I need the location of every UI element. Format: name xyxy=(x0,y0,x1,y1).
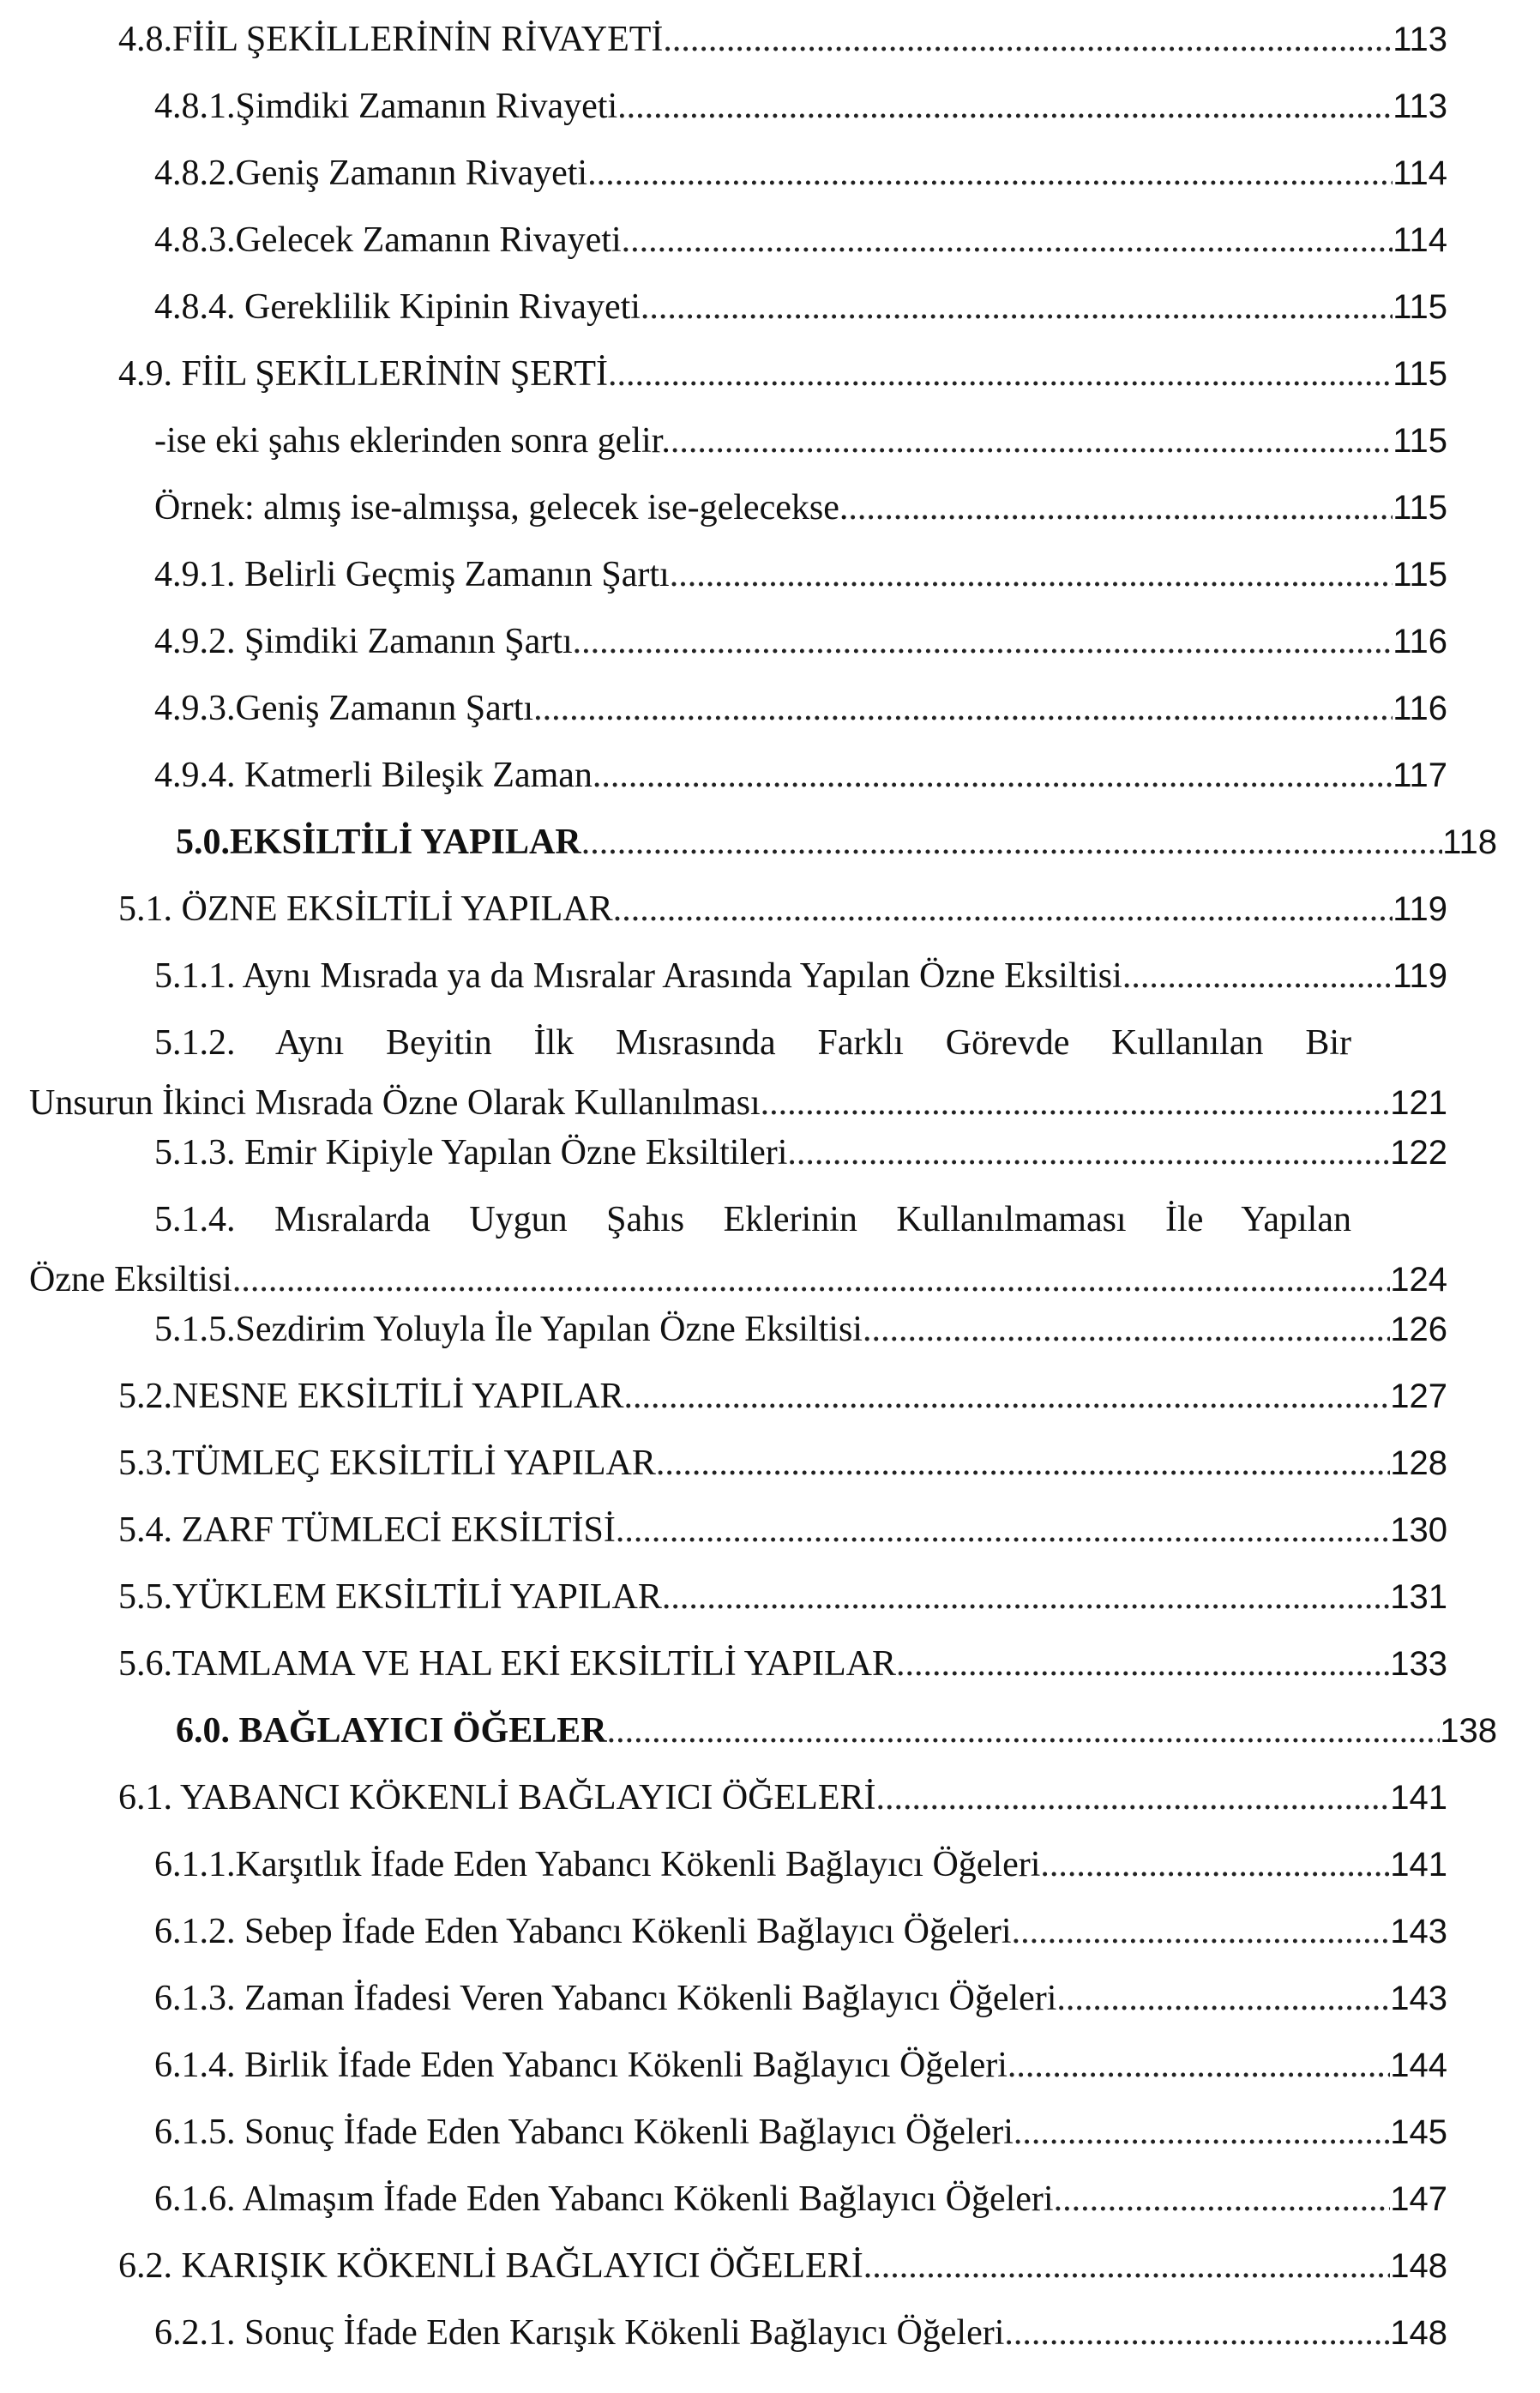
toc-entry[interactable] xyxy=(0,415,1540,467)
toc-entry[interactable] xyxy=(0,2240,1540,2292)
toc-entry-page: 113 xyxy=(1393,87,1447,125)
toc-entry-page: 115 xyxy=(1393,556,1447,594)
toc-entry[interactable] xyxy=(0,1438,1540,1489)
toc-entry-title: 6.1.5. Sonuç İfade Eden Yabancı Kökenli Bağlayıcı Öğeleri xyxy=(154,2113,1014,2152)
dot-leader xyxy=(587,148,1393,199)
dot-leader xyxy=(616,1504,1390,1556)
toc-entry[interactable] xyxy=(0,81,1540,132)
toc-entry-title: 6.1.3. Zaman İfadesi Veren Yabancı Kökenli Bağlayıcı Öğeleri xyxy=(154,1979,1057,2018)
toc-entry-page: 148 xyxy=(1390,2314,1447,2352)
toc-entry[interactable] xyxy=(0,348,1540,400)
toc-entry-title: 5.5.YÜKLEM EKSİLTİLİ YAPILAR xyxy=(118,1577,662,1617)
toc-entry-title: 4.8.4. Gereklilik Kipinin Rivayeti xyxy=(154,287,641,327)
toc-entry[interactable] xyxy=(0,683,1540,734)
toc-entry-page: 143 xyxy=(1390,1913,1447,1950)
dot-leader xyxy=(622,214,1393,266)
dot-leader xyxy=(761,1077,1391,1129)
dot-leader xyxy=(1012,1906,1391,1957)
toc-entry[interactable] xyxy=(0,750,1540,801)
toc-entry-title: 6.1.1.Karşıtlık İfade Eden Yabancı Kökenli Bağlayıcı Öğeleri xyxy=(154,1845,1041,1884)
toc-entry-title-line2: Unsurun İkinci Mısrada Özne Olarak Kullanılması xyxy=(29,1083,761,1123)
dot-leader xyxy=(656,1438,1390,1489)
toc-entry[interactable] xyxy=(0,148,1540,199)
dot-leader xyxy=(863,2240,1391,2292)
toc-entry-page: 133 xyxy=(1390,1645,1447,1683)
toc-entry-page: 126 xyxy=(1390,1311,1447,1348)
toc-entry-page: 127 xyxy=(1390,1377,1447,1415)
toc-entry-page: 115 xyxy=(1393,489,1447,527)
toc-entry[interactable] xyxy=(0,1127,1540,1178)
toc-entry-page: 141 xyxy=(1390,1846,1447,1884)
toc-entry-page: 115 xyxy=(1393,355,1447,393)
toc-entry-page: 145 xyxy=(1390,2113,1447,2151)
toc-entry-title: 6.1.6. Almaşım İfade Eden Yabancı Kökenli Bağlayıcı Öğeleri xyxy=(154,2179,1054,2219)
toc-entry-title: 5.0.EKSİLTİLİ YAPILAR xyxy=(176,823,581,862)
dot-leader xyxy=(613,883,1393,935)
toc-entry[interactable] xyxy=(0,1571,1540,1623)
dot-leader xyxy=(1056,1973,1390,2024)
toc-entry-title: 4.8.1.Şimdiki Zamanın Rivayeti xyxy=(154,87,618,126)
dot-leader xyxy=(671,415,1393,467)
toc-entry-page: 119 xyxy=(1393,957,1447,995)
toc-entry-title: 4.8.FİİL ŞEKİLLERİNİN RİVAYETİ xyxy=(118,20,664,59)
dot-leader xyxy=(533,683,1393,734)
toc-entry-page: 138 xyxy=(1440,1712,1497,1750)
dot-leader xyxy=(848,482,1393,533)
toc-entry-title: 5.6.TAMLAMA VE HAL EKİ EKSİLTİLİ YAPILAR xyxy=(118,1644,896,1684)
dot-leader xyxy=(1054,2173,1391,2225)
toc-entry-page: 128 xyxy=(1390,1444,1447,1482)
toc-entry[interactable] xyxy=(0,2040,1540,2091)
dot-leader xyxy=(581,817,1443,868)
toc-entry-page: 141 xyxy=(1390,1779,1447,1817)
dot-leader xyxy=(787,1127,1390,1178)
dot-leader xyxy=(670,549,1393,600)
toc-entry-title: 5.1. ÖZNE EKSİLTİLİ YAPILAR xyxy=(118,889,613,929)
toc-entry-title: -ise eki şahıs eklerinden sonra gelir. xyxy=(154,421,671,461)
toc-entry[interactable] xyxy=(0,2307,1540,2359)
toc-entry[interactable] xyxy=(0,616,1540,667)
toc-entry[interactable] xyxy=(0,1304,1540,1355)
toc-entry[interactable] xyxy=(0,1973,1540,2024)
toc-entry-title-line2: Özne Eksiltisi xyxy=(29,1260,232,1299)
toc-entry-page: 116 xyxy=(1393,690,1447,727)
dot-leader xyxy=(593,750,1393,801)
toc-entry-title: 5.1.1. Aynı Mısrada ya da Mısralar Arasında Yapılan Özne Eksiltisi xyxy=(154,956,1122,996)
toc-entry-page: 117 xyxy=(1393,756,1447,794)
toc-entry-page: 119 xyxy=(1393,890,1447,928)
toc-entry[interactable] xyxy=(0,1017,1540,1137)
dot-leader xyxy=(232,1254,1390,1305)
toc-entry-page: 130 xyxy=(1390,1511,1447,1549)
toc-entry[interactable] xyxy=(0,1194,1540,1314)
toc-entry-title: 6.1. YABANCI KÖKENLİ BAĞLAYICI ÖĞELERİ xyxy=(118,1778,876,1817)
toc-entry-title: 5.2.NESNE EKSİLTİLİ YAPILAR xyxy=(118,1377,624,1416)
toc-entry[interactable] xyxy=(0,1705,1540,1757)
dot-leader xyxy=(863,1304,1390,1355)
toc-entry-title-line1: 5.1.4. Mısralarda Uygun Şahıs Eklerinin Kullanılmaması İle Yapılan xyxy=(154,1200,1351,1239)
toc-entry[interactable] xyxy=(0,482,1540,533)
toc-entry-title: 6.2.1. Sonuç İfade Eden Karışık Kökenli Bağlayıcı Öğeleri xyxy=(154,2313,1005,2353)
toc-entry-page: 113 xyxy=(1393,21,1447,58)
toc-entry[interactable] xyxy=(0,1371,1540,1422)
toc-entry-page: 118 xyxy=(1442,823,1497,861)
toc-entry[interactable] xyxy=(0,1504,1540,1556)
toc-entry-title: 4.9. FİİL ŞEKİLLERİNİN ŞERTİ xyxy=(118,354,609,394)
toc-entry-title: 5.3.TÜMLEÇ EKSİLTİLİ YAPILAR xyxy=(118,1444,656,1483)
toc-entry-page: 114 xyxy=(1393,221,1447,259)
toc-entry[interactable] xyxy=(0,1906,1540,1957)
dot-leader xyxy=(876,1772,1391,1823)
toc-entry[interactable] xyxy=(0,281,1540,333)
toc-entry-title: 5.1.3. Emir Kipiyle Yapılan Özne Eksiltileri xyxy=(154,1133,788,1172)
toc-entry-page: 122 xyxy=(1390,1134,1447,1172)
dot-leader xyxy=(663,14,1393,65)
toc-entry-title: 4.8.3.Gelecek Zamanın Rivayeti xyxy=(154,220,622,260)
toc-entry-title: 5.1.5.Sezdirim Yoluyla İle Yapılan Özne Eksiltisi xyxy=(154,1310,863,1349)
dot-leader xyxy=(662,1571,1390,1623)
toc-entry-title: 6.0. BAĞLAYICI ÖĞELER xyxy=(176,1711,607,1751)
toc-entry-page: 121 xyxy=(1390,1084,1447,1122)
dot-leader xyxy=(617,81,1393,132)
toc-entry[interactable] xyxy=(0,1772,1540,1823)
dot-leader xyxy=(607,1705,1441,1757)
toc-entry-title: 4.9.2. Şimdiki Zamanın Şartı xyxy=(154,622,573,661)
toc-entry-page: 131 xyxy=(1390,1578,1447,1616)
dot-leader xyxy=(1040,1839,1390,1890)
toc-entry[interactable] xyxy=(0,549,1540,600)
toc-entry-page: 114 xyxy=(1393,154,1447,192)
toc-entry-page: 116 xyxy=(1393,623,1447,660)
dot-leader xyxy=(608,348,1393,400)
toc-entry[interactable] xyxy=(0,1839,1540,1890)
toc-entry-page: 115 xyxy=(1393,422,1447,460)
toc-entry-title: 6.1.4. Birlik İfade Eden Yabancı Kökenli Bağlayıcı Öğeleri xyxy=(154,2046,1008,2085)
dot-leader xyxy=(624,1371,1391,1422)
dot-leader xyxy=(573,616,1393,667)
toc-entry-page: 124 xyxy=(1390,1261,1447,1299)
toc-entry[interactable] xyxy=(0,883,1540,935)
toc-entry[interactable] xyxy=(0,14,1540,65)
dot-leader xyxy=(1014,2107,1390,2158)
toc-entry-title: 6.1.2. Sebep İfade Eden Yabancı Kökenli Bağlayıcı Öğeleri xyxy=(154,1912,1012,1951)
toc-entry-page: 147 xyxy=(1390,2180,1447,2218)
toc-entry-page: 143 xyxy=(1390,1980,1447,2017)
dot-leader xyxy=(641,281,1393,333)
toc-entry-title-line1: 5.1.2. Aynı Beyitin İlk Mısrasında Farklı Görevde Kullanılan Bir xyxy=(154,1023,1351,1063)
toc-entry-page: 144 xyxy=(1390,2046,1447,2084)
toc-entry-title: 4.8.2.Geniş Zamanın Rivayeti xyxy=(154,154,588,193)
dot-leader xyxy=(896,1638,1390,1690)
toc-entry-title: 5.4. ZARF TÜMLECİ EKSİLTİSİ xyxy=(118,1510,616,1550)
dot-leader xyxy=(1004,2307,1390,2359)
toc-entry-title: 4.9.3.Geniş Zamanın Şartı xyxy=(154,689,534,728)
toc-entry[interactable] xyxy=(0,2173,1540,2225)
toc-entry-title: 4.9.1. Belirli Geçmiş Zamanın Şartı xyxy=(154,555,670,594)
toc-entry[interactable] xyxy=(0,2107,1540,2158)
dot-leader xyxy=(1008,2040,1390,2091)
toc-entry-title: 6.2. KARIŞIK KÖKENLİ BAĞLAYICI ÖĞELERİ xyxy=(118,2246,863,2286)
toc-entry[interactable] xyxy=(0,817,1540,868)
toc-entry[interactable] xyxy=(0,214,1540,266)
toc-entry[interactable] xyxy=(0,950,1540,1002)
toc-entry-page: 148 xyxy=(1390,2247,1447,2285)
toc-entry-page: 115 xyxy=(1393,288,1447,326)
toc-entry-title: 4.9.4. Katmerli Bileşik Zaman xyxy=(154,756,593,795)
dot-leader xyxy=(1122,950,1393,1002)
toc-entry-title: Örnek: almış ise-almışsa, gelecek ise-gelecekse. xyxy=(154,488,849,527)
toc-entry[interactable] xyxy=(0,1638,1540,1690)
